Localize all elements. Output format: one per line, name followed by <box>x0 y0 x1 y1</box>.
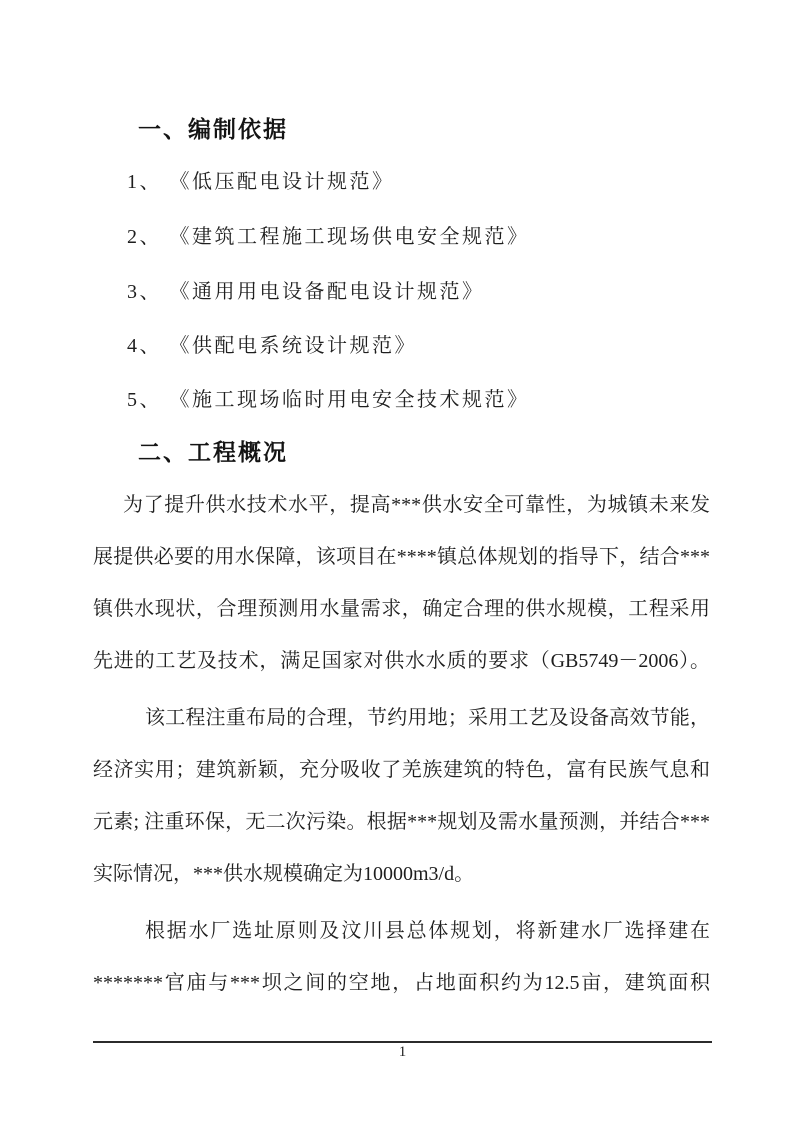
regulation-item-1: 1、 《低压配电设计规范》 <box>127 171 395 193</box>
footer-divider <box>93 1041 712 1043</box>
para2-line4: 实际情况，***供水规模确定为10000m3/d。 <box>93 863 475 885</box>
para2-line1: 该工程注重布局的合理，节约用地；采用工艺及设备高效节能， <box>145 707 710 729</box>
regulation-item-3: 3、 《通用用电设备配电设计规范》 <box>127 281 485 303</box>
para1-line1: 为了提升供水技术水平，提高***供水安全可靠性，为城镇未来发 <box>123 494 710 516</box>
para2-line2: 经济实用；建筑新颖，充分吸收了羌族建筑的特色，富有民族气息和 <box>93 759 710 781</box>
para2-line3: 元素; 注重环保，无二次污染。根据***规划及需水量预测，并结合*** <box>93 811 710 833</box>
para1-line3: 镇供水现状，合理预测用水量需求，确定合理的供水规模，工程采用 <box>93 598 710 620</box>
regulation-item-4: 4、 《供配电系统设计规范》 <box>127 335 417 357</box>
section-2-heading: 二、工程概况 <box>138 440 288 465</box>
section-1-heading: 一、编制依据 <box>138 117 288 142</box>
regulation-item-5: 5、 《施工现场临时用电安全技术规范》 <box>127 389 530 411</box>
page-number: 1 <box>398 1044 407 1060</box>
para1-line4: 先进的工艺及技术，满足国家对供水水质的要求（GB5749－2006）。 <box>93 650 710 672</box>
para3-line1: 根据水厂选址原则及汶川县总体规划，将新建水厂选择建在 <box>145 920 710 942</box>
para1-line2: 展提供必要的用水保障，该项目在****镇总体规划的指导下，结合*** <box>93 546 710 568</box>
regulation-item-2: 2、 《建筑工程施工现场供电安全规范》 <box>127 226 530 248</box>
para3-line2: *******官庙与***坝之间的空地，占地面积约为12.5亩，建筑面积 <box>93 972 710 994</box>
